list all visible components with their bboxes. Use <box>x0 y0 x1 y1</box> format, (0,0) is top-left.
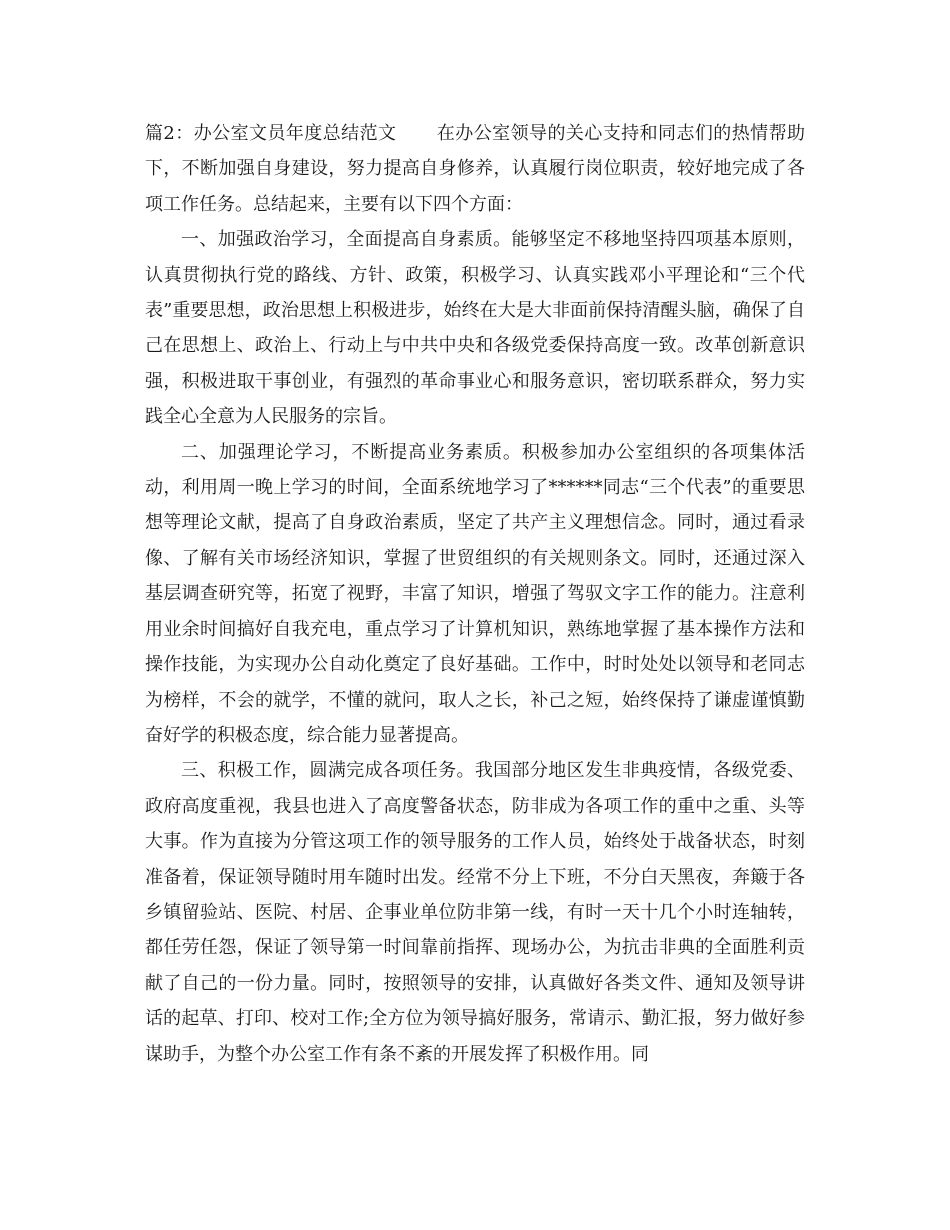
paragraph-theory-study: 二、加强理论学习，不断提高业务素质。积极参加办公室组织的各项集体活动，利用周一晚上学习的时间，全面系统地学习了******同志“三个代表”的重要思想等理论文献，提高了自身政治素质，坚定了共产主义理想信念。同时，通过看录像、了解有关市场经济知识，掌握了世贸组织的有关规则条文。同时，还通过深入基层调查研究等，拓宽了视野，丰富了知识，增强了驾驭文字工作的能力。注意利用业余时间搞好自我充电，重点学习了计算机知识，熟练地掌握了基本操作方法和操作技能，为实现办公自动化奠定了良好基础。工作中，时时处处以领导和老同志为榜样，不会的就学，不懂的就问，取人之长，补己之短，始终保持了谦虚谨慎勤奋好学的积极态度，综合能力显著提高。 <box>145 441 805 746</box>
intro-text: 在办公室领导的关心支持和同志们的热情帮助下，不断加强自身建设，努力提高自身修养，认真履行岗位职责，较好地完成了各项工作任务。总结起来，主要有以下四个方面： <box>145 123 806 215</box>
paragraph-political-study: 一、加强政治学习，全面提高自身素质。能够坚定不移地坚持四项基本原则，认真贯彻执行党的路线、方针、政策，积极学习、认真实践邓小平理论和“三个代表”重要思想，政治思想上积极进步，始终在大是大非面前保持清醒头脑，确保了自己在思想上、政治上、行动上与中共中央和各级党委保持高度一致。改革创新意识强，积极进取干事创业，有强烈的革命事业心和服务意识，密切联系群众，努力实践全心全意为人民服务的宗旨。 <box>145 229 805 428</box>
paragraph-work-tasks: 三、积极工作，圆满完成各项任务。我国部分地区发生非典疫情，各级党委、政府高度重视，我县也进入了高度警备状态，防非成为各项工作的重中之重、头等大事。作为直接为分管这项工作的领导服务的工作人员，始终处于战备状态，时刻准备着，保证领导随时用车随时出发。经常不分上下班，不分白天黑夜，奔簸于各乡镇留验站、医院、村居、企事业单位防非第一线，有时一天十几个小时连轴转，都任劳任怨，保证了领导第一时间靠前指挥、现场办公，为抗击非典的全面胜利贡献了自己的一份力量。同时，按照领导的安排，认真做好各类文件、通知及领导讲话的起草、打印、校对工作;全方位为领导搞好服务，常请示、勤汇报，努力做好参谋助手，为整个办公室工作有条不紊的开展发挥了积极作用。同 <box>145 760 805 1065</box>
intro-paragraph <box>145 116 805 222</box>
document-body <box>145 116 805 1072</box>
document-heading: 篇2：办公室文员年度总结范文 <box>145 123 397 144</box>
